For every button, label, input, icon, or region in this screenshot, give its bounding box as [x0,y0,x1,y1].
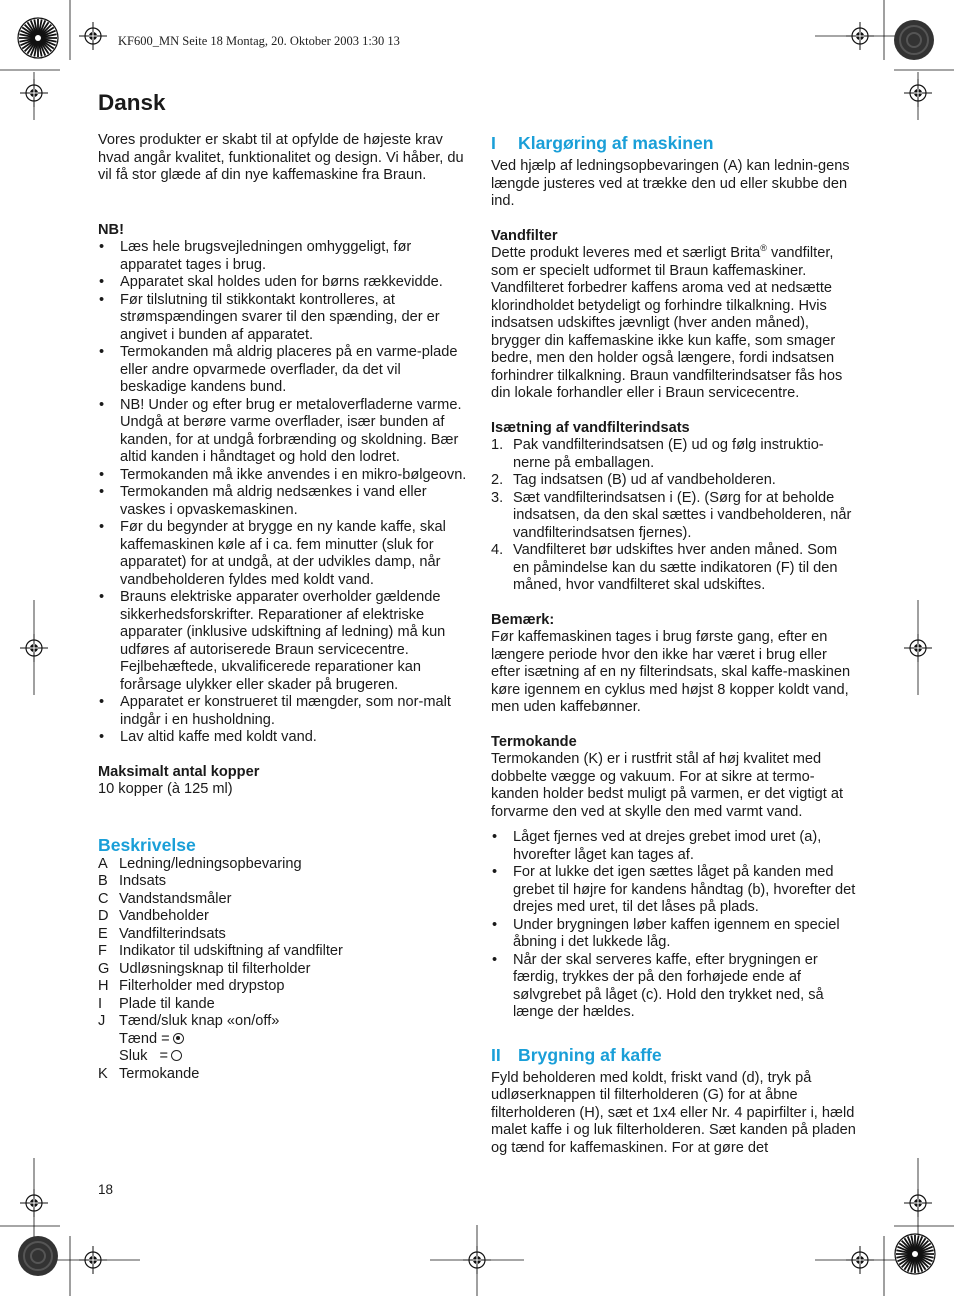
list-item: • NB! Under og efter brug er metaloverfladerne varme. Undgå at berøre varme overflader, især bunden af kanden, for at undgå forbrænding og skoldning. Bær altid kanden i håndtaget og hold den lodret. [98,397,470,467]
list-item: • Under brygningen løber kaffen igennem en speciel åbning i det lukkede låg. [491,917,857,952]
power-off-icon [171,1050,182,1061]
list-item: • Termokanden må aldrig nedsænkes i vand eller vaskes i opvaskemaskinen. [98,484,470,519]
list-item: • Termokanden må aldrig placeres på en varme-plade eller andre opvarmede overflader, da det vil beskadige kandens bund. [98,344,470,397]
list-item: • Før du begynder at brygge en ny kande kaffe, skal kaffemaskinen køle af i ca. fem minutter (sluk for apparatet) for at undgå, at der udvikles damp, når vandbeholderen fyldes med koldt vand. [98,519,470,589]
list-item: I Plade til kande [98,995,215,1012]
description-list [98,856,470,1084]
list-item: • Termokanden må ikke anvendes i en mikro-bølgeovn. [98,467,470,485]
list-item: • Når der skal serveres kaffe, efter brygningen er færdig, trykkes der på den forhøjede ende af sølvgrebet på låget (c). Hold den trykket ned, så længe der hældes. [491,952,857,1022]
power-on-icon [173,1033,184,1044]
on-label: Tænd = [119,1030,170,1047]
list-item: D Vandbeholder [98,908,209,924]
section1-text: Ved hjælp af ledningsopbevaringen (A) kan lednin-gens længde justeres ved at trække den ud eller skubbe den ind. [491,158,850,209]
list-item: C Vandstandsmåler [98,890,232,907]
list-item: 3. Sæt vandfilterindsatsen i (E). (Sørg for at beholde indsatsen, da den skal sættes i vandbeholderen, når vandfilterindsatsen fjernes). [491,489,852,541]
left-column [98,132,470,1083]
description-heading: Beskrivelse [98,834,196,855]
right-column [491,132,857,1157]
insertion-steps [491,437,857,595]
list-item: K Termokande [98,1065,200,1082]
list-item: 4. Vandfilteret bør udskiftes hver anden måned. Som en påmindelse kan du sætte indikatoren (F) til den måned, hvor vandfilteret skal udskiftes. [491,542,838,593]
list-item: J Tænd/sluk knap «on/off» [98,1013,280,1029]
list-item: E Vandfilterindsats [98,925,226,942]
list-item: H Filterholder med drypstop [98,978,285,994]
list-item [98,1048,470,1066]
list-item: 2. Tag indsatsen (B) ud af vandbeholderen. [491,472,776,488]
thermo-heading: Termokande [491,733,577,750]
thermo-list [491,829,857,1022]
list-item: • Læs hele brugsvejledningen omhyggeligt, før apparatet tages i brug. [98,239,470,274]
list-item: • Apparatet skal holdes uden for børns rækkevidde. [98,274,470,292]
section1-heading: I Klargøring af maskinen [491,133,714,153]
list-item: B Indsats [98,873,167,889]
page-number: 18 [98,1182,114,1197]
list-item: • For at lukke det igen sættes låget på kanden med grebet til højre for kandens håndtag (b), hvorefter det drejes med uret, til det låses på plads. [491,864,857,917]
list-item: 1. Pak vandfilterindsatsen (E) ud og følg instruktio-nerne på emballagen. [491,437,824,471]
page-title: Dansk [98,90,166,115]
note-heading: Bemærk: [491,611,555,628]
section2-heading: II Brygning af kaffe [491,1044,662,1065]
max-cups-text: 10 kopper (à 125 ml) [98,781,233,797]
vandfilter-heading: Vandfilter [491,227,558,244]
print-header: KF600_MN Seite 18 Montag, 20. Oktober 2003 1:30 13 [118,34,400,48]
list-item: F Indikator til udskiftning af vandfilter [98,943,343,959]
note-text: Før kaffemaskinen tages i brug første gang, efter en længere periode hvor den ikke har været i brug eller efter isætning af en ny filterindsats, skal kaffe-maskinen køre igennem en cyklus med højst 8 kopper koldt vand, men uden kaffebønner. [491,629,851,715]
list-item: • Lav altid kaffe med koldt vand. [98,729,470,747]
insertion-heading: Isætning af vandfilterindsats [491,419,690,436]
list-item: • Brauns elektriske apparater overholder gældende sikkerhedsforskrifter. Reparationer af elektriske apparater (inklusive udskiftning af ledning) må kun udføres af autoriserede Braun servicecentre. Fejlbehæftede, ukvalificerede reparationer kan forårsage ulykker eller skader på brugeren. [98,589,470,694]
section2-text: Fyld beholderen med koldt, friskt vand (d), tryk på udløserknappen til filterholderen (G) for at åbne filterholderen (H), sæt et 1x4 eller Nr. 4 papirfilter i, hæld malet kaffe i og luk filterholderen. Sæt kanden på pladen og tænd for kaffemaskinen. For at gøre det [491,1069,856,1156]
list-item: G Udløsningsknap til filterholder [98,960,311,977]
intro-paragraph: Vores produkter er skabt til at opfylde de højeste krav hvad angår kvalitet, funktionalitet og design. Vi håber, du vil få stor glæde af din nye kaffemaskine fra Braun. [98,132,464,183]
nb-heading: NB! [98,221,124,238]
max-cups-heading: Maksimalt antal kopper [98,763,260,780]
vandfilter-text: Dette produkt leveres med et særligt Brita® vandfilter, som er specielt udformet til Braun kaffemaskiner. Vandfilteret forbedrer kaffens aroma ved at nedsætte klorindholdet betydeligt og forhindre tilkalkning. Hvis indsatsen udskiftes jævnligt (hver anden måned), brygger din kaffemaskine ikke kun kaffe, som smager bedre, men den holder også længere, fordi indsatsen forhindrer tilkalkning. Braun vandfilterindsatser fås hos din lokale forhandler eller i Braun servicecentre. [491,243,843,401]
list-item: A Ledning/ledningsopbevaring [98,855,302,872]
list-item: • Apparatet er konstrueret til mængder, som nor-malt indgår i en husholdning. [98,694,470,729]
nb-list [98,239,470,747]
list-item: • Låget fjernes ved at drejes grebet imod uret (a), hvorefter låget kan tages af. [491,829,857,864]
list-item [98,1031,470,1049]
list-item: • Før tilslutning til stikkontakt kontrolleres, at strømspændingen svarer til den spænding, der er angivet i bunden af apparatet. [98,292,470,345]
off-label: Sluk = [119,1048,169,1064]
thermo-text: Termokanden (K) er i rustfrit stål af høj kvalitet med dobbelte vægge og vakuum. For at sikre at termo-kanden holder bedst muligt på varmen, er det vigtigt at forvarme den ved at skylle den med varmt vand. [491,751,844,820]
